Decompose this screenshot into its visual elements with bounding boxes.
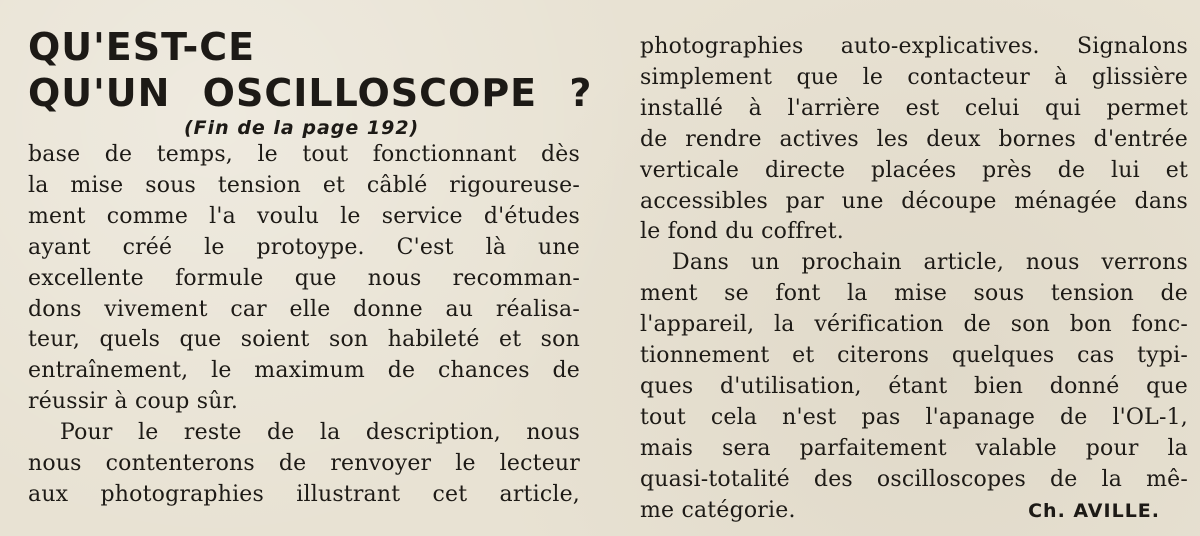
right-text-line-13: tout cela n'est pas l'apanage de l'OL-1,	[640, 404, 1188, 430]
left-text-line-4: ayant créé le protoype. C'est là une	[28, 234, 580, 260]
right-text-line-3: installé à l'arrière est celui qui permet	[640, 95, 1188, 121]
right-text-line-5: verticale directe placées près de lui et	[640, 157, 1188, 183]
left-text-line-5: excellente formule que nous recomman-	[28, 265, 580, 291]
right-text-line-2: simplement que le contacteur à glissière	[640, 64, 1188, 90]
right-text-line-1: photographies auto-explicatives. Signalons	[640, 34, 1188, 59]
left-text-line-6: dons vivement car elle donne au réalisa-	[28, 296, 580, 322]
title-line-2: QU'UN OSCILLOSCOPE ?	[28, 71, 593, 115]
right-text-line-14: mais sera parfaitement valable pour la	[640, 435, 1188, 461]
left-text-line-3: ment comme l'a voulu le service d'études	[28, 203, 580, 229]
right-text-line-16: me catégorie.	[640, 497, 796, 523]
right-text-line-7: le fond du coffret.	[640, 219, 844, 245]
right-column	[640, 0, 1188, 527]
article-title	[28, 24, 593, 116]
left-text-line-8: entraînement, le maximum de chances de	[28, 358, 580, 384]
left-text-line-2: la mise sous tension et câblé rigoureuse-	[28, 172, 580, 198]
right-text-line-8: Dans un prochain article, nous verrons	[672, 250, 1188, 276]
right-column-text	[640, 32, 1188, 527]
final-line-with-signature	[640, 496, 1188, 527]
right-text-line-6: accessibles par une découpe ménagée dans	[640, 188, 1188, 214]
left-text-line-11: nous contenterons de renvoyer le lecteur	[28, 451, 580, 477]
title-line-1: QU'EST-CE	[28, 25, 256, 69]
left-text-line-1: base de temps, le tout fonctionnant dès	[28, 142, 580, 167]
article-continuation-note: (Fin de la page 192)	[184, 117, 420, 139]
right-text-line-10: l'appareil, la vérification de son bon fonc-	[640, 312, 1188, 338]
left-text-line-10: Pour le reste de la description, nous	[60, 420, 580, 446]
right-text-line-15: quasi-totalité des oscilloscopes de la mê-	[640, 466, 1188, 492]
left-text-line-9: réussir à coup sûr.	[28, 389, 239, 415]
author-signature: Ch. AVILLE.	[1028, 499, 1160, 522]
left-column-text	[28, 140, 580, 511]
left-text-line-12: aux photographies illustrant cet article,	[28, 481, 580, 507]
right-text-line-11: tionnement et citerons quelques cas typi-	[640, 343, 1188, 369]
left-column	[28, 0, 593, 511]
right-text-line-9: ment se font la mise sous tension de	[640, 281, 1188, 307]
right-text-line-4: de rendre actives les deux bornes d'entrée	[640, 126, 1188, 152]
left-text-line-7: teur, quels que soient son habileté et son	[28, 327, 580, 353]
right-text-line-12: ques d'utilisation, étant bien donné que	[640, 373, 1188, 399]
